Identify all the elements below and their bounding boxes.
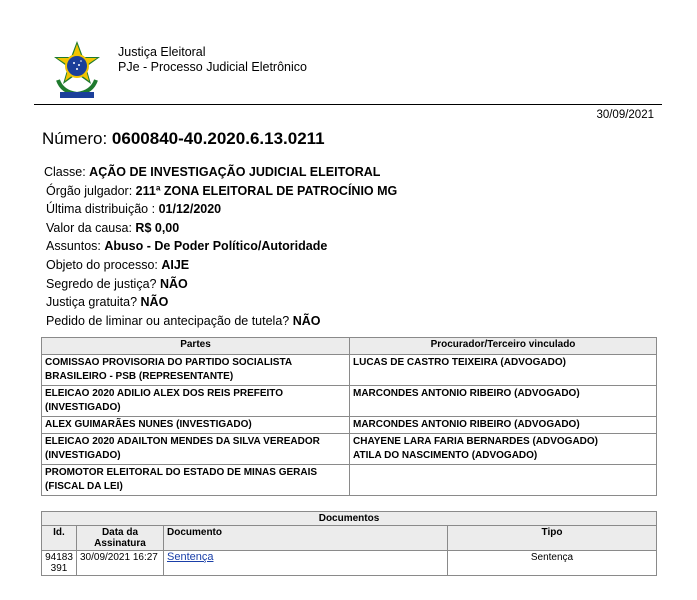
process-info [44,163,397,330]
info-gratuita: Justiça gratuita? NÃO [46,295,169,310]
col-type-header: Tipo [448,526,657,551]
col-document-header: Documento [164,526,448,551]
info-liminar: Pedido de liminar ou antecipação de tutela? NÃO [46,313,321,328]
documents-table [41,511,657,576]
table-row [42,434,657,465]
party-cell: ALEX GUIMARÃES NUNES (INVESTIGADO) [42,417,350,434]
procurador-cell [350,465,657,496]
info-orgao: Órgão julgador: 211ª ZONA ELEITORAL DE PATROCÍNIO MG [46,183,398,198]
doc-type: Sentença [448,551,657,576]
party-cell: COMISSAO PROVISORIA DO PARTIDO SOCIALISTA BRASILEIRO - PSB (REPRESENTANTE) [42,355,350,386]
table-row [42,551,657,576]
info-segredo: Segredo de justiça? NÃO [46,276,188,291]
header-system: PJe - Processo Judicial Eletrônico [118,60,307,74]
table-row [42,386,657,417]
procurador-cell: MARCONDES ANTONIO RIBEIRO (ADVOGADO) [350,386,657,417]
party-cell: PROMOTOR ELEITORAL DO ESTADO DE MINAS GERAIS (FISCAL DA LEI) [42,465,350,496]
info-distribuicao: Última distribuição : 01/12/2020 [46,202,222,217]
party-cell: ELEICAO 2020 ADILIO ALEX DOS REIS PREFEITO (INVESTIGADO) [42,386,350,417]
doc-id: 94183391 [42,551,77,576]
party-cell: ELEICAO 2020 ADAILTON MENDES DA SILVA VEREADOR (INVESTIGADO) [42,434,350,465]
document-link[interactable]: Sentença [167,551,214,563]
brazil-coat-of-arms-icon [48,40,106,102]
col-id-header: Id. [42,526,77,551]
table-row [42,417,657,434]
info-classe: Classe: AÇÃO DE INVESTIGAÇÃO JUDICIAL ELEITORAL [44,165,381,179]
document-date: 30/09/2021 [596,109,654,121]
procurador-cell: MARCONDES ANTONIO RIBEIRO (ADVOGADO) [350,417,657,434]
info-objeto: Objeto do processo: AIJE [46,257,190,272]
procurador-header: Procurador/Terceiro vinculado [350,338,657,355]
procurador-cell: LUCAS DE CASTRO TEIXEIRA (ADVOGADO) [350,355,657,386]
parties-header: Partes [42,338,350,355]
table-row [42,465,657,496]
procurador-cell: CHAYENE LARA FARIA BERNARDES (ADVOGADO) ATILA DO NASCIMENTO (ADVOGADO) [350,434,657,465]
doc-date: 30/09/2021 16:27 [77,551,164,576]
documents-title: Documentos [42,512,657,526]
info-valor: Valor da causa: R$ 0,00 [46,220,180,235]
col-date-header: Data da Assinatura [77,526,164,551]
process-number-value: 0600840-40.2020.6.13.0211 [111,129,325,148]
info-assuntos: Assuntos: Abuso - De Poder Político/Autoridade [46,239,328,254]
page-header [48,40,663,104]
parties-table [41,337,657,496]
process-number-label: Número: [42,129,108,148]
header-text [118,45,307,75]
table-row [42,355,657,386]
process-number [42,129,325,149]
doc-cell [164,551,448,576]
header-org: Justiça Eleitoral [118,45,206,59]
header-divider [34,104,662,105]
